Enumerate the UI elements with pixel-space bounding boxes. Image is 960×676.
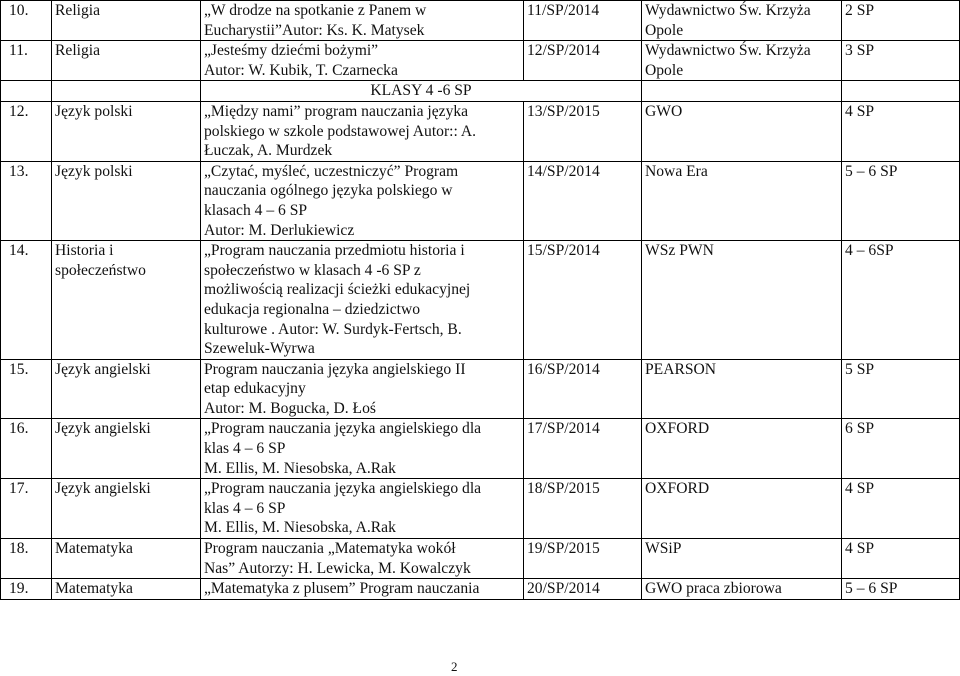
- classes-cell: 5 SP: [842, 359, 960, 419]
- subject-cell: Matematyka: [52, 579, 201, 600]
- publisher-cell: WSiP: [642, 539, 842, 579]
- program-cell: „Między nami” program nauczania języka polskiego w szkole podstawowej Autor:: A. Łuczak, A. Murdzek: [201, 101, 524, 161]
- table-row: [1, 419, 960, 479]
- classes-cell: 4 SP: [842, 479, 960, 539]
- approval-number-cell: 18/SP/2015: [524, 479, 642, 539]
- publisher-cell: OXFORD: [642, 419, 842, 479]
- row-number: 15.: [1, 359, 52, 419]
- subject-cell: Język polski: [52, 101, 201, 161]
- row-number: 19.: [1, 579, 52, 600]
- classes-cell: 2 SP: [842, 1, 960, 41]
- table-row: [1, 479, 960, 539]
- section-header: KLASY 4 -6 SP: [201, 81, 642, 102]
- table-body-classes-4-6: [1, 101, 960, 599]
- table-row: [1, 241, 960, 360]
- table-body-classes-1-3: [1, 1, 960, 81]
- classes-cell: 4 – 6SP: [842, 241, 960, 360]
- program-cell: Program nauczania języka angielskiego II etap edukacyjny Autor: M. Bogucka, D. Łoś: [201, 359, 524, 419]
- classes-cell: 4 SP: [842, 539, 960, 579]
- subject-cell: Język angielski: [52, 419, 201, 479]
- subject-cell: Religia: [52, 41, 201, 81]
- subject-cell: Język angielski: [52, 359, 201, 419]
- row-number: 10.: [1, 1, 52, 41]
- program-cell: „Czytać, myśleć, uczestniczyć” Program nauczania ogólnego języka polskiego w klasach 4 – 6 SP Autor: M. Derlukiewicz: [201, 161, 524, 240]
- row-number: 11.: [1, 41, 52, 81]
- program-cell: Program nauczania „Matematyka wokół Nas” Autorzy: H. Lewicka, M. Kowalczyk: [201, 539, 524, 579]
- approval-number-cell: 11/SP/2014: [524, 1, 642, 41]
- publisher-cell: OXFORD: [642, 479, 842, 539]
- approval-number-cell: 19/SP/2015: [524, 539, 642, 579]
- table-row: [1, 579, 960, 600]
- publisher-cell: WSz PWN: [642, 241, 842, 360]
- table-row: [1, 161, 960, 240]
- classes-cell: 4 SP: [842, 101, 960, 161]
- table-row: [1, 359, 960, 419]
- row-number: 13.: [1, 161, 52, 240]
- table-row: [1, 41, 960, 81]
- publisher-cell: Wydawnictwo Św. Krzyża Opole: [642, 41, 842, 81]
- approval-number-cell: 13/SP/2015: [524, 101, 642, 161]
- approval-number-cell: 15/SP/2014: [524, 241, 642, 360]
- subject-cell: Język angielski: [52, 479, 201, 539]
- approval-number-cell: 16/SP/2014: [524, 359, 642, 419]
- subject-cell: Religia: [52, 1, 201, 41]
- approval-number-cell: 14/SP/2014: [524, 161, 642, 240]
- publisher-cell: Wydawnictwo Św. Krzyża Opole: [642, 1, 842, 41]
- row-number: 16.: [1, 419, 52, 479]
- classes-cell: 5 – 6 SP: [842, 579, 960, 600]
- publisher-cell: Nowa Era: [642, 161, 842, 240]
- subject-cell: Matematyka: [52, 539, 201, 579]
- approval-number-cell: 20/SP/2014: [524, 579, 642, 600]
- classes-cell: 6 SP: [842, 419, 960, 479]
- publisher-cell: GWO praca zbiorowa: [642, 579, 842, 600]
- subject-cell: Język polski: [52, 161, 201, 240]
- program-cell: „Program nauczania języka angielskiego dla klas 4 – 6 SP M. Ellis, M. Niesobska, A.Rak: [201, 479, 524, 539]
- row-number: 17.: [1, 479, 52, 539]
- publisher-cell: PEARSON: [642, 359, 842, 419]
- approval-number-cell: 12/SP/2014: [524, 41, 642, 81]
- classes-cell: 5 – 6 SP: [842, 161, 960, 240]
- table-row: [1, 1, 960, 41]
- table-row: [1, 101, 960, 161]
- program-cell: „W drodze na spotkanie z Panem w Eucharystii”Autor: Ks. K. Matysek: [201, 1, 524, 41]
- table-row: [1, 539, 960, 579]
- page-number: 2: [451, 659, 458, 674]
- approval-number-cell: 17/SP/2014: [524, 419, 642, 479]
- program-cell: „Jesteśmy dziećmi bożymi” Autor: W. Kubik, T. Czarnecka: [201, 41, 524, 81]
- publisher-cell: GWO: [642, 101, 842, 161]
- row-number: 14.: [1, 241, 52, 360]
- section-header-row-group: [1, 81, 960, 102]
- row-number: 12.: [1, 101, 52, 161]
- program-cell: „Program nauczania przedmiotu historia i społeczeństwo w klasach 4 -6 SP z możliwością realizacji ścieżki edukacyjnej edukacja regionalna – dziedzictwo kulturowe . Autor: W. Surdyk-Fertsch, B. Szeweluk-Wyrwa: [201, 241, 524, 360]
- section-header-row: [1, 81, 960, 102]
- row-number: 18.: [1, 539, 52, 579]
- program-cell: „Matematyka z plusem” Program nauczania: [201, 579, 524, 600]
- classes-cell: 3 SP: [842, 41, 960, 81]
- subject-cell: Historia i społeczeństwo: [52, 241, 201, 360]
- program-cell: „Program nauczania języka angielskiego dla klas 4 – 6 SP M. Ellis, M. Niesobska, A.Rak: [201, 419, 524, 479]
